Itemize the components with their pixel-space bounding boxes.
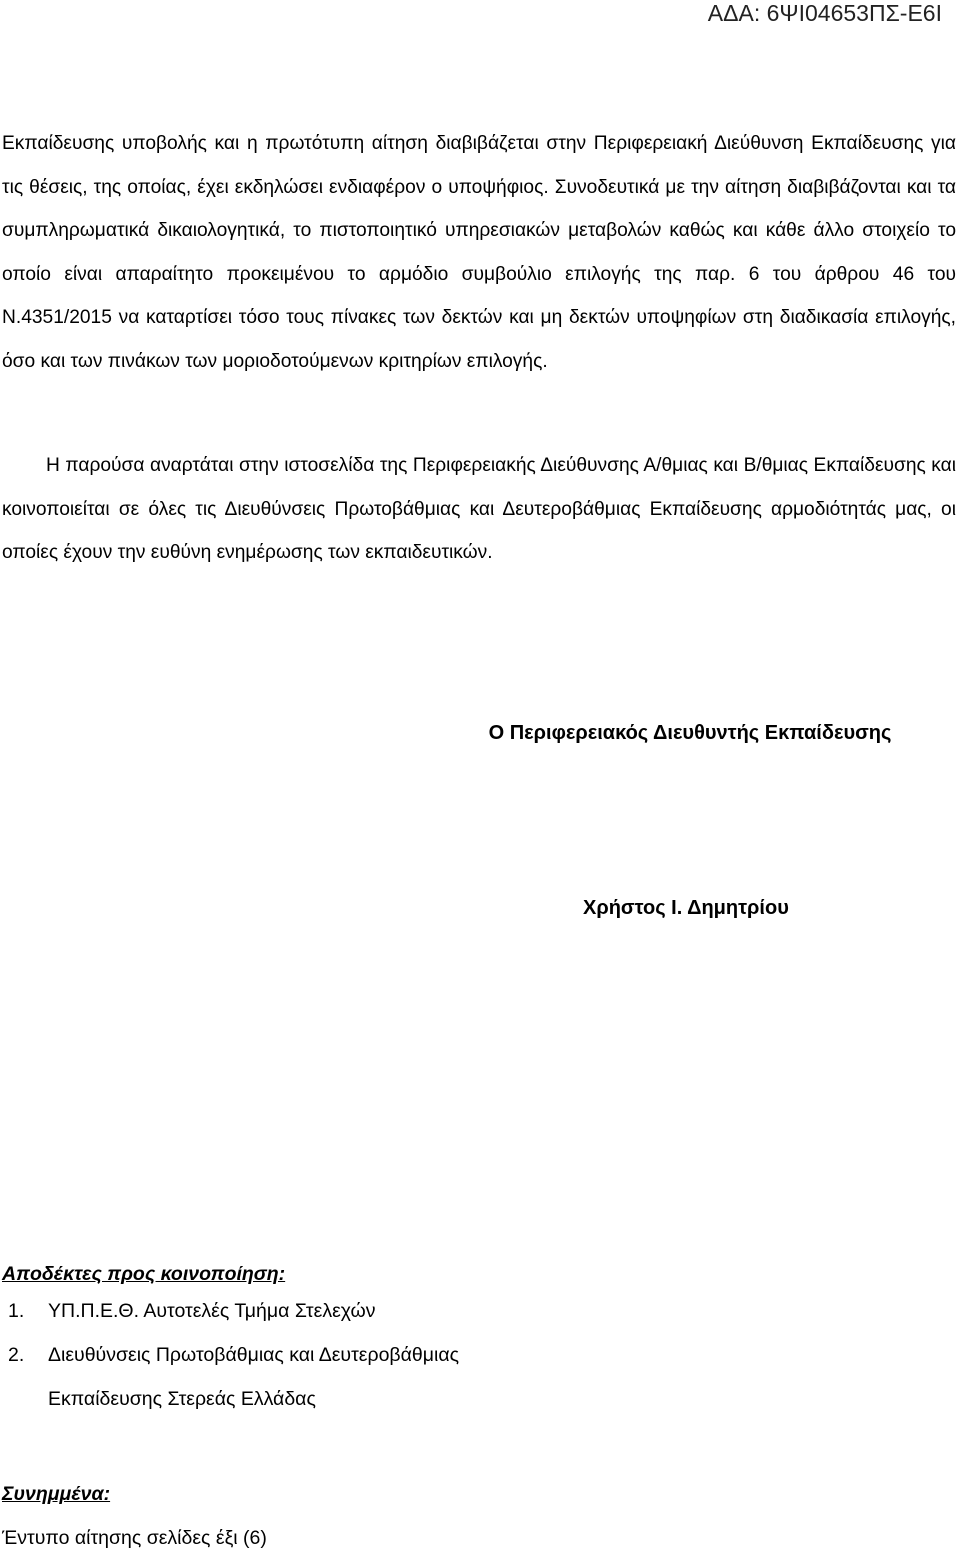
- signature-title-text: Ο Περιφερειακός Διευθυντής Εκπαίδευσης: [488, 722, 892, 744]
- recipients-heading: Αποδέκτες προς κοινοποίηση:: [2, 1263, 286, 1285]
- signature-name: Χρήστος Ι. Δημητρίου: [583, 897, 789, 919]
- attachments-heading: Συνημμένα:: [2, 1483, 111, 1505]
- attachments-text: Έντυπο αίτησης σελίδες έξι (6): [2, 1527, 267, 1549]
- ada-code: ΑΔΑ: 6ΨΙ04653ΠΣ-Ε6Ι: [707, 0, 942, 26]
- list-item-text: Διευθύνσεις Πρωτοβάθμιας και Δευτεροβάθμιας: [48, 1344, 459, 1366]
- list-item-text-continued: Εκπαίδευσης Στερεάς Ελλάδας: [48, 1388, 316, 1410]
- list-item-text: ΥΠ.Π.Ε.Θ. Αυτοτελές Τμήμα Στελεχών: [48, 1300, 376, 1322]
- signature-title: [0, 722, 960, 745]
- list-item-number: 1.: [8, 1300, 25, 1322]
- paragraph-publication: Η παρούσα αναρτάται στην ιστοσελίδα της Περιφερειακής Διεύθυνσης Α/θμιας και Β/θμιας Εκπαίδευσης και κοινοποιείται σε όλες τις Διευθύνσεις Πρωτοβάθμιας και Δευτεροβάθμιας Εκπαίδευσης αρμοδιότητάς μας, οι οποίες έχουν την ευθύνη ενημέρωσης των εκπαιδευτικών.: [2, 455, 956, 564]
- list-item-number: 2.: [8, 1344, 25, 1366]
- paragraph-submission: Εκπαίδευσης υποβολής και η πρωτότυπη αίτηση διαβιβάζεται στην Περιφερειακή Διεύθυνση Εκπαίδευσης για τις θέσεις, της οποίας, έχει εκδηλώσει ενδιαφέρον ο υποψήφιος. Συνοδευτικά με την αίτηση διαβιβάζονται και τα συμπληρωματικά δικαιολογητικά, το πιστοποιητικό υπηρεσιακών μεταβολών καθώς και κάθε άλλο στοιχείο το οποίο είναι απαραίτητο προκειμένου το αρμόδιο συμβούλιο επιλογής της παρ. 6 του άρθρου 46 του Ν.4351/2015 να καταρτίσει τόσο τους πίνακες των δεκτών και μη δεκτών υποψηφίων στη διαδικασία επιλογής, όσο και των πινάκων των μοριοδοτούμενων κριτηρίων επιλογής.: [2, 133, 956, 372]
